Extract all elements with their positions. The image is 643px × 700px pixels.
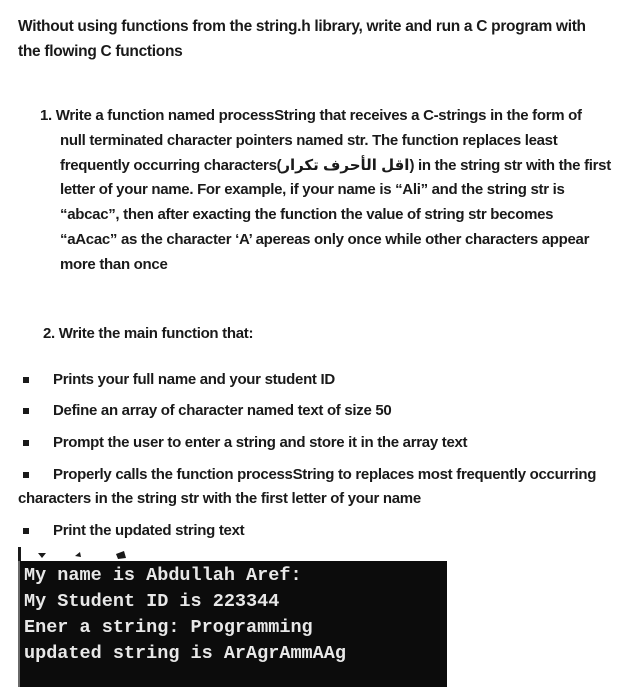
- bullet-text: Properly calls the function processString to replaces most frequently occurring: [53, 466, 597, 483]
- question-1-line-3: [40, 154, 630, 179]
- intro-line-2: the flowing C functions: [18, 43, 183, 60]
- bullet-text: Print the updated string text: [53, 522, 245, 539]
- bullet-text: Prints your full name and your student ID: [53, 371, 335, 388]
- question-1-line-7: more than once: [60, 255, 168, 273]
- bullet-square-icon: [23, 408, 29, 414]
- console-line: My Student ID is 223344: [24, 591, 280, 612]
- arabic-term: اقل الأحرف تكرار: [281, 156, 410, 174]
- console-line: My name is Abdullah Aref:: [24, 565, 302, 586]
- bullet-square-icon: [23, 377, 29, 383]
- cursor-icon: [75, 552, 81, 557]
- pin-icon: [116, 551, 126, 559]
- question-1-line-2: null terminated character pointers named str. The function replaces least: [60, 131, 558, 149]
- bullet-text: Prompt the user to enter a string and store it in the array text: [53, 434, 468, 451]
- question-1-line-3-before: frequently occurring characters(: [60, 156, 282, 174]
- bullet-continuation-text: characters in the string str with the first letter of your name: [18, 490, 421, 507]
- bullet-square-icon: [23, 472, 29, 478]
- question-1-number: 1.: [40, 107, 52, 124]
- question-1: [40, 104, 630, 278]
- bullet-square-icon: [23, 528, 29, 534]
- dropdown-arrow-icon: [38, 553, 46, 558]
- console-output: [18, 561, 447, 687]
- console-line: updated string is ArAgrAmmAAg: [24, 643, 346, 664]
- bullet-text: Define an array of character named text of size 50: [53, 402, 392, 419]
- question-1-line-1: [40, 104, 630, 129]
- question-2-heading-text: Write the main function that:: [58, 325, 254, 342]
- question-1-line-3-after: ) in the string str with the first: [409, 156, 611, 174]
- question-2-heading: [43, 322, 253, 346]
- console-line: Ener a string: Programming: [24, 617, 313, 638]
- intro-paragraph: [18, 14, 628, 64]
- question-1-line-6: “aAcac” as the character ‘A’ apereas only once while other characters appear: [60, 230, 590, 248]
- bullet-square-icon: [23, 440, 29, 446]
- question-2-number: 2.: [43, 325, 55, 342]
- intro-line-1: Without using functions from the string.h library, write and run a C program with: [18, 18, 586, 35]
- question-1-line-4: letter of your name. For example, if your name is “Ali” and the string str is: [60, 181, 565, 199]
- question-1-line-5: “abcac”, then after exacting the function the value of string str becomes: [60, 206, 554, 224]
- question-1-text-1: Write a function named processString that receives a C-strings in the form of: [55, 107, 582, 124]
